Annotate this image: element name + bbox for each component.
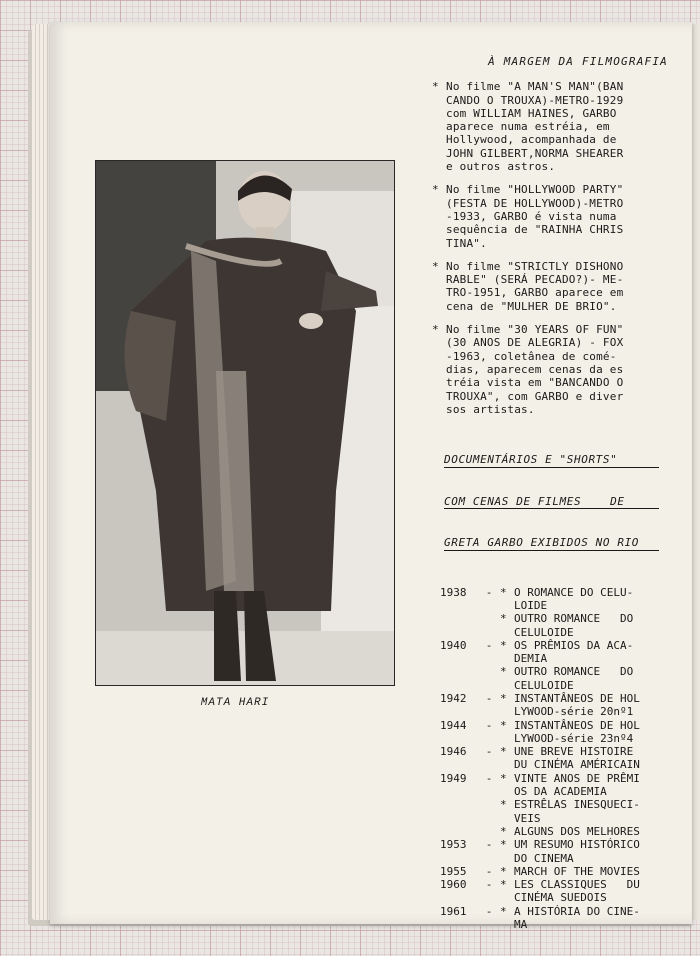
documentary-row <box>440 612 670 639</box>
documentary-row <box>440 639 670 666</box>
note-item <box>430 260 670 313</box>
bullet-star: * <box>500 745 507 759</box>
documentary-row <box>440 878 670 905</box>
bullet-star: * <box>432 183 439 197</box>
documentary-year <box>440 665 478 692</box>
notes-column <box>430 55 670 931</box>
documentary-year: 1961 <box>440 904 467 918</box>
documentary-title: ALGUNS DOS MELHORES <box>514 824 640 838</box>
documentary-title: OUTRO ROMANCE DO CELULOIDE <box>514 612 634 639</box>
bullet-star: * <box>500 824 507 838</box>
mata-hari-photo <box>95 160 395 686</box>
bullet-star: * <box>500 612 507 626</box>
note-item <box>430 323 670 416</box>
documentary-row <box>440 745 670 772</box>
documentary-row <box>440 865 670 878</box>
documentary-dash <box>478 825 500 838</box>
documentary-title: INSTANTÂNEOS DE HOL LYWOOD-série 23nº4 <box>514 718 640 745</box>
documentary-title: INSTANTÂNEOS DE HOL LYWOOD-série 20nº1 <box>514 692 640 719</box>
documentary-year <box>440 798 478 825</box>
documentary-dash: - <box>485 904 493 918</box>
documentary-row <box>440 692 670 719</box>
bullet-star: * <box>500 665 507 679</box>
documentary-row <box>440 772 670 799</box>
documentary-year: 1955 <box>440 864 467 878</box>
documentaries-list <box>440 586 670 932</box>
note-text: No filme "HOLLYWOOD PARTY" (FESTA DE HOLLYWOOD)-METRO -1933, GARBO é vista numa sequência de "RAINHA CHRIS TINA". <box>446 183 624 250</box>
documentaries-heading-line: COM CENAS DE FILMES DE <box>444 495 659 510</box>
bullet-star: * <box>500 878 507 892</box>
bullet-star: * <box>500 864 507 878</box>
section-title: À MARGEM DA FILMOGRAFIA <box>488 55 668 68</box>
documentary-row <box>440 825 670 838</box>
documentary-dash: - <box>485 771 493 785</box>
bullet-star: * <box>500 904 507 918</box>
documentary-row <box>440 719 670 746</box>
documentary-year <box>440 825 478 838</box>
documentary-dash <box>478 798 500 825</box>
bullet-star: * <box>500 771 507 785</box>
documentary-title: A HISTÓRIA DO CINE- MA <box>514 904 640 932</box>
documentary-dash <box>478 665 500 692</box>
documentary-dash: - <box>485 745 493 759</box>
bullet-star: * <box>500 638 507 652</box>
note-text: No filme "A MAN'S MAN"(BAN CANDO O TROUXA)-METRO-1929 com WILLIAM HAINES, GARBO aparece numa estréia, em Hollywood, acompanhada de JOHN GILBERT,NORMA SHEARER e outros astros. <box>446 80 624 174</box>
documentary-year: 1960 <box>440 878 467 892</box>
documentary-title: OUTRO ROMANCE DO CELULOIDE <box>514 665 634 692</box>
documentary-row <box>440 905 670 932</box>
documentary-row <box>440 838 670 865</box>
photo-caption: MATA HARI <box>200 697 270 709</box>
documentary-dash <box>478 612 500 639</box>
documentary-title: LES CLASSIQUES DU CINÉMA SUEDOIS <box>514 878 640 905</box>
note-text: No filme "STRICTLY DISHONO RABLE" (SERÁ PECADO?)- ME- TRO-1951, GARBO aparece em cena de "MULHER DE BRIO". <box>446 259 624 313</box>
documentary-dash: - <box>485 585 493 599</box>
documentary-title: MARCH OF THE MOVIES <box>514 864 640 878</box>
documentary-dash: - <box>485 838 493 852</box>
documentary-title: VINTE ANOS DE PRÊMI OS DA ACADEMIA <box>514 771 640 799</box>
documentary-dash: - <box>485 692 493 705</box>
documentaries-heading-line: GRETA GARBO EXIBIDOS NO RIO <box>444 536 659 551</box>
documentary-title: O ROMANCE DO CELU- LOIDE <box>514 585 634 612</box>
bullet-star: * <box>432 259 439 273</box>
bullet-star: * <box>500 798 507 812</box>
photo-illustration <box>96 161 394 685</box>
documentary-year: 1949 <box>440 771 467 785</box>
documentary-year: 1944 <box>440 718 467 732</box>
documentary-title: UM RESUMO HISTÓRICO DO CINEMA <box>514 838 640 865</box>
bullet-star: * <box>500 838 507 852</box>
bullet-star: * <box>500 718 507 732</box>
bullet-star: * <box>500 692 507 705</box>
documentary-title: OS PRÊMIOS DA ACA- DEMIA <box>514 638 634 666</box>
note-item <box>430 80 670 173</box>
documentary-row <box>440 665 670 692</box>
bullet-star: * <box>432 80 439 94</box>
documentary-year: 1942 <box>440 692 467 705</box>
documentaries-heading <box>444 426 670 578</box>
documentary-year: 1940 <box>440 638 467 652</box>
documentary-dash: - <box>485 718 493 732</box>
bullet-star: * <box>500 585 507 599</box>
documentaries-heading-line: DOCUMENTÁRIOS E "SHORTS" <box>444 453 659 468</box>
documentary-year: 1953 <box>440 838 467 852</box>
documentary-dash: - <box>485 638 493 652</box>
bullet-star: * <box>432 323 439 337</box>
documentary-year: 1938 <box>440 585 467 599</box>
note-text: No filme "30 YEARS OF FUN" (30 ANOS DE ALEGRIA) - FOX -1963, coletânea de comé- dias, aparecem cenas da es tréia vista em "BANCANDO O TROUXA", com GARBO e diver sos artistas. <box>446 323 624 416</box>
documentary-row <box>440 586 670 613</box>
documentary-year: 1946 <box>440 745 467 759</box>
documentary-year <box>440 612 478 639</box>
documentary-title: UNE BREVE HISTOIRE DU CINÉMA AMÉRICAIN <box>514 745 640 772</box>
documentary-dash: - <box>485 878 493 892</box>
documentary-dash: - <box>485 864 493 878</box>
documentary-title: ESTRÊLAS INESQUECI- VEIS <box>514 798 640 825</box>
note-item <box>430 183 670 249</box>
documentary-row <box>440 798 670 825</box>
